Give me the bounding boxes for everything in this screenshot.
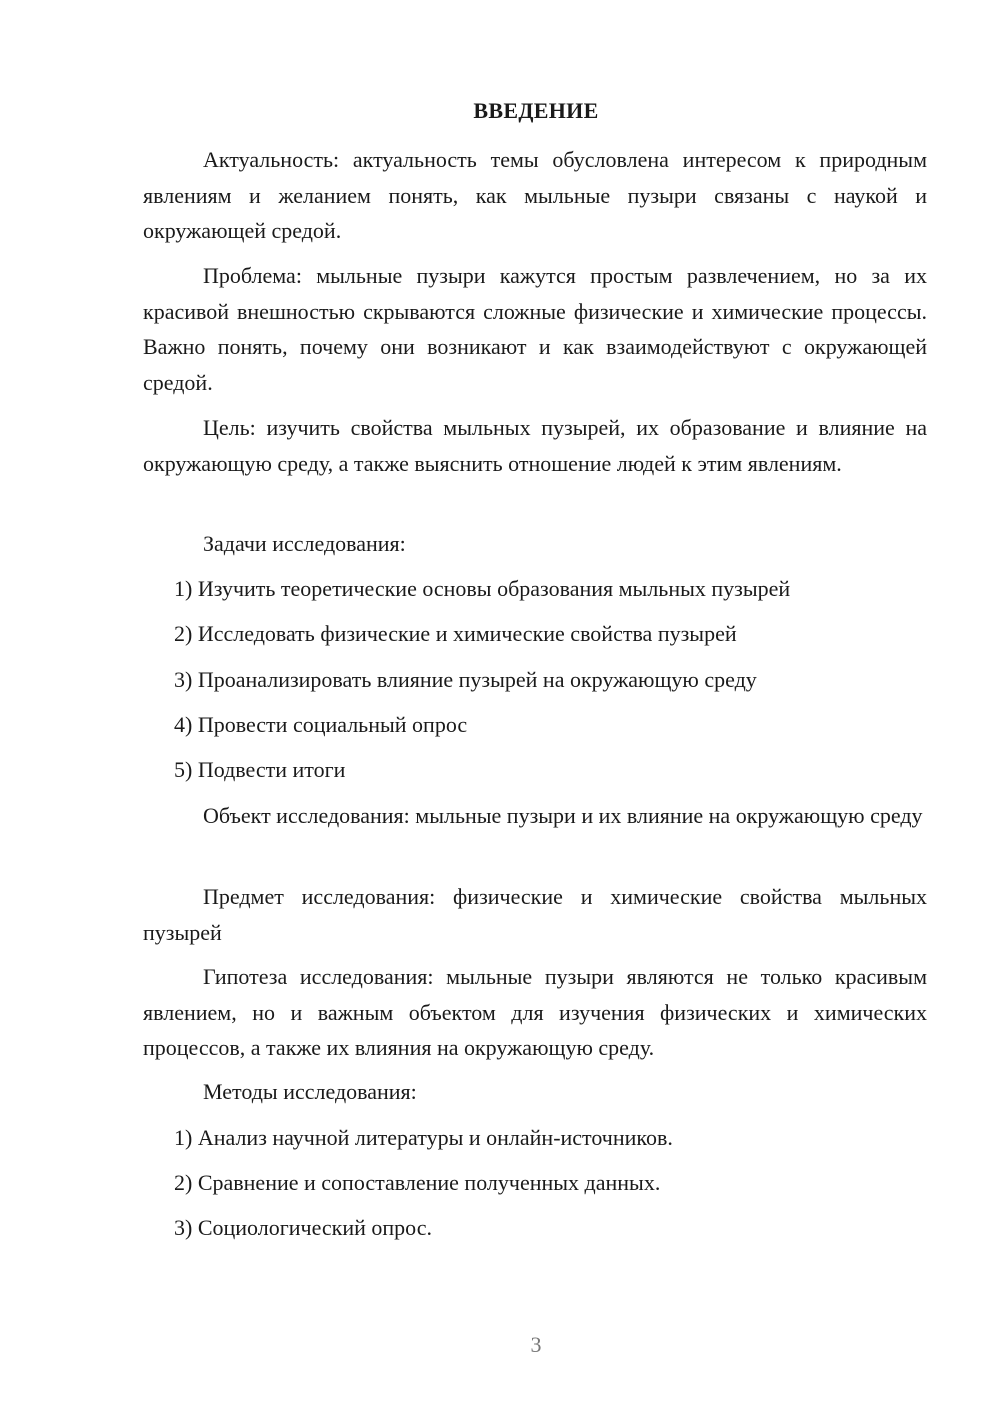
section-title: ВВЕДЕНИЕ bbox=[473, 98, 599, 123]
goal-paragraph: Цель: изучить свойства мыльных пузырей, их образование и влияние на окружающую среду, а также выяснить отношение людей к этим явлениям. bbox=[143, 415, 927, 476]
hypothesis-paragraph: Гипотеза исследования: мыльные пузыри являются не только красивым явлением, но и важным объектом для изучения физических и химических процессов, а также их влияния на окружающую среду. bbox=[143, 964, 927, 1060]
tasks-heading: Задачи исследования: bbox=[203, 531, 406, 556]
object-paragraph: Объект исследования: мыльные пузыри и их влияние на окружающую среду bbox=[203, 803, 923, 828]
task-item: 2) Исследовать физические и химические свойства пузырей bbox=[174, 621, 737, 646]
method-item: 3) Социологический опрос. bbox=[174, 1215, 432, 1240]
page-number: 3 bbox=[530, 1332, 542, 1357]
method-item: 1) Анализ научной литературы и онлайн-источников. bbox=[174, 1125, 673, 1150]
task-item: 3) Проанализировать влияние пузырей на окружающую среду bbox=[174, 667, 757, 692]
task-item: 5) Подвести итоги bbox=[174, 757, 346, 782]
task-item: 1) Изучить теоретические основы образования мыльных пузырей bbox=[174, 576, 791, 601]
method-item: 2) Сравнение и сопоставление полученных данных. bbox=[174, 1170, 661, 1195]
task-item: 4) Провести социальный опрос bbox=[174, 712, 468, 737]
subject-paragraph: Предмет исследования: физические и химические свойства мыльных пузырей bbox=[143, 884, 927, 945]
relevance-paragraph: Актуальность: актуальность темы обусловлена интересом к природным явлениям и желанием понять, как мыльные пузыри связаны с наукой и окружающей средой. bbox=[143, 147, 927, 243]
problem-paragraph: Проблема: мыльные пузыри кажутся простым развлечением, но за их красивой внешностью скрываются сложные физические и химические процессы. Важно понять, почему они возникают и как взаимодействуют с окружающей средой. bbox=[143, 263, 927, 395]
methods-heading: Методы исследования: bbox=[203, 1079, 417, 1104]
